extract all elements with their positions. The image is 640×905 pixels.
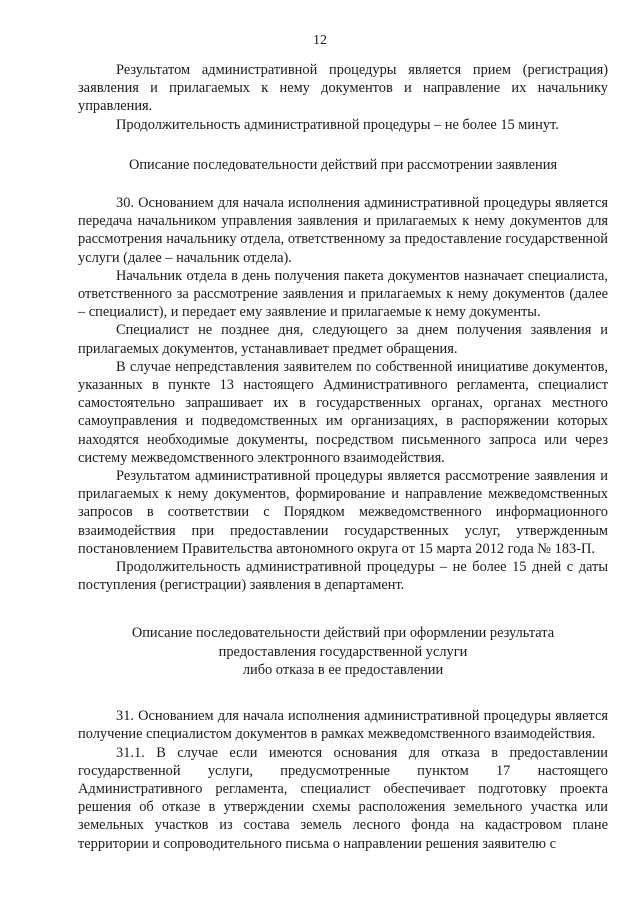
paragraph-result-consideration: Результатом административной процедуры является рассмотрение заявления и прилагаемых к нему документов, формирование и направление межведомственных запросов в соответствии с Порядком межведомственного информационного взаимодействия при предоставлении государственных услуг, утвержденным постановлением Правительства автономного округа от 15 марта 2012 года № 183-П. [78,468,608,557]
section-heading-result-line-1: Описание последовательности действий при оформлении результата [131,625,555,642]
page-number: 12 [313,33,327,48]
paragraph-31-1-refusal: 31.1. В случае если имеются основания для отказа в предоставлении государственной услуги, предусмотренные пунктом 17 настоящего Административного регламента, специалист обеспечивает подготовку проекта решения об отказе в утверждении схемы расположения земельного участка или земельных участков из состава земель лесного фонда на кадастровом плане территории и сопроводительного письма о направлении решения заявителю с [78,744,608,852]
paragraph-specialist-establishes: Специалист не позднее дня, следующего за днем получения заявления и прилагаемых документов, устанавливает предмет обращения. [78,322,608,357]
section-heading-result-line-2: предоставления государственной услуги [218,643,468,660]
paragraph-duration-15-days: Продолжительность административной процедуры – не более 15 дней с даты поступления (регистрации) заявления в департамент. [78,559,608,594]
paragraph-31-basis: 31. Основанием для начала исполнения административной процедуры является получение специалистом документов в рамках межведомственного взаимодействия. [78,708,608,743]
paragraph-result-registration: Результатом административной процедуры является прием (регистрация) заявления и прилагаемых к нему документов и направление их начальнику управления. [78,62,608,115]
document-body [78,61,608,853]
paragraph-department-head-assigns: Начальник отдела в день получения пакета документов назначает специалиста, ответственного за рассмотрение заявления и прилагаемых к нему документов (далее – специалист), и передает ему заявление и прилагаемые к нему документы. [78,267,608,321]
paragraph-duration-15-minutes: Продолжительность административной процедуры – не более 15 минут. [116,116,559,133]
paragraph-30-basis: 30. Основанием для начала исполнения административной процедуры является передача начальником управления заявления и прилагаемых к нему документов для рассмотрения начальнику отдела, ответственному за предоставление государственной услуги (далее – начальник отдела). [78,195,608,266]
section-heading-consideration: Описание последовательности действий при рассмотрении заявления [128,156,558,173]
section-heading-result-line-3: либо отказа в ее предоставлении [242,661,444,678]
paragraph-interagency-requests: В случае непредставления заявителем по собственной инициативе документов, указанных в пункте 13 настоящего Административного регламента, специалист самостоятельно запрашивает их в государственных органах, органах местного самоуправления и подведомственных им организациях, в распоряжении которых находятся необходимые документы, посредством письменного запроса или через систему межведомственного электронного взаимодействия. [78,358,608,466]
